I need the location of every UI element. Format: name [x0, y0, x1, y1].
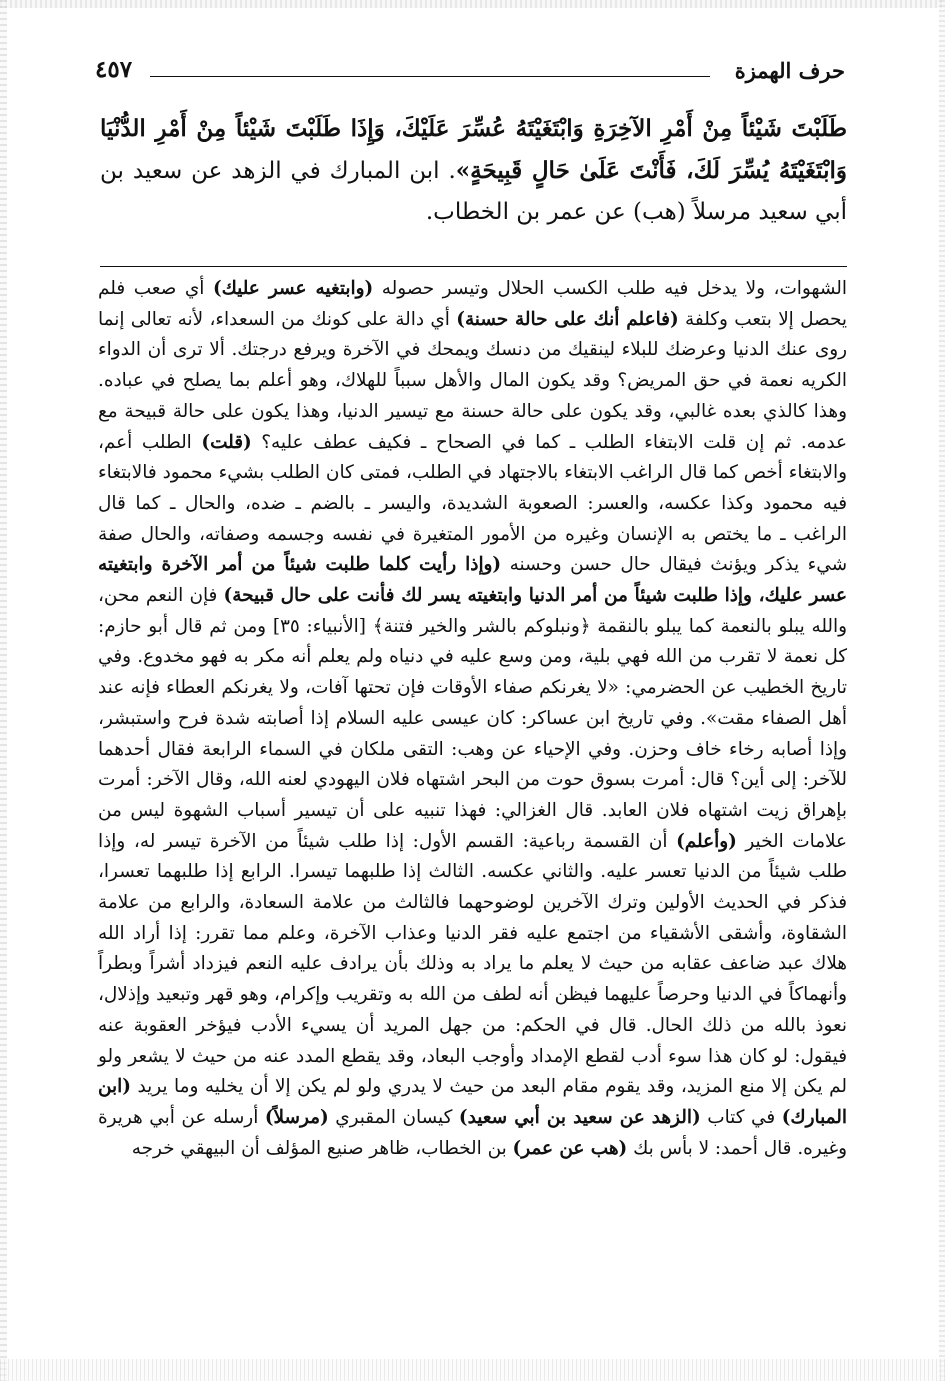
header-rule: [150, 76, 710, 77]
commentary-segment: الطلب أعم، والابتغاء أخص كما قال الراغب الابتغاء بالاجتهاد في الطلب، فمتى كان الطلب بشيء محمود فالابتغاء فيه محمود وكذا عكسه، والعسر: الصعوبة الشديدة، واليسر ـ بالضم ـ ضده، والحال ـ كما قال الراغب ـ ما يختص به الإنسان وغيره من الأمور المتغيرة في نفسه وجسمه وصفاته، والحال صفة شيء يذكر ويؤنث فيقال حال حسن وحسنه: [98, 431, 847, 576]
scan-edge-top: [0, 0, 945, 8]
commentary-segment: بن الخطاب، ظاهر صنيع المؤلف أن البيهقي خرجه: [131, 1137, 513, 1159]
commentary-quote: (فاعلم أنك على حالة حسنة): [456, 308, 679, 330]
commentary-segment: أي دالة على كونك من السعداء، لأنه تعالى إنما روى عنك الدنيا وعرضك للبلاء لينقيك من دنسك ويمحك في الآخرة ويرفع درجتك. ألا ترى أن الدواء الكريه نعمة في حق المريض؟ وقد يكون المال والأهل سبباً للهلاك، وهو أعلم بما يصلح في عباده. وهذا كالذي بعده غالبي، وقد يكون على حالة حسنة مع تيسير الدنيا، وهذا يكون على حالة قبيحة مع عدمه. ثم إن قلت الابتغاء الطلب ـ كما في الصحاح ـ فكيف عطف عليه؟: [98, 308, 847, 453]
commentary-quote: (ابن المبارك): [98, 1076, 847, 1128]
page-number: ٤٥٧: [95, 56, 133, 83]
scan-edge-bottom: [0, 1359, 945, 1381]
hadith-text: [100, 108, 847, 233]
commentary-segment: أرسله عن أبي هريرة وغيره. قال أحمد: لا بأس بك: [98, 1106, 847, 1159]
commentary-segment: أن القسمة رباعية: القسم الأول: إذا طلب شيئاً من الآخرة تيسر له، وإذا طلب شيئاً من الدنيا تعسر عليه. والثاني عكسه. الثالث إذا طلبهما تيسرا. الرابع إذا طلبهما تعسرا، فذكر في الحديث الأولين وترك الآخرين لوضوحهما فالثالث من علامة السعادة، والرابع من علامة الشقاوة، وأشقى الأشقياء من اجتمع عليه فقر الدنيا وعذاب الآخرة، وعلم مما تقرر: إذا أراد الله هلاك عبد ضاعف عقابه من حيث لا يعلم ما يراد به وذلك بأن يرادف عليه النعم فيزداد أشراً وبطراً وأنهماكاً في الدنيا وحرصاً عليهما فيظن أنه لطف من الله به وتقريب وإكرام، وهو قهر وتبعيد وإذلال، نعوذ بالله من ذلك الحال. قال في الحكم: من جهل المريد أن يسيء الأدب فيؤخر العقوبة عنه فيقول: لو كان هذا سوء أدب لقطع الإمداد وأوجب البعاد، وقد يقطع المدد عنه من حيث لا يشعر ولو لم يكن إلا منع المزيد، وقد يقوم مقام البعد من حيث لا يدري ولو لم يكن إلا أن يخليه وما يريد: [98, 830, 847, 1098]
hadith-source: . ابن المبارك في الزهد عن سعيد بن أبي سعيد مرسلاً (هب) عن عمر بن الخطاب.: [100, 158, 847, 225]
scan-edge-left: [0, 0, 7, 1381]
commentary-segment: الشهوات، ولا يدخل فيه طلب الكسب الحلال وتيسر حصوله: [373, 278, 847, 299]
commentary-segment: كيسان المقبري: [328, 1106, 459, 1128]
commentary-quote: (وابتغيه عسر عليك): [212, 278, 374, 299]
commentary-segment: فإن النعم محن، والله يبلو بالنعمة كما يبلو بالنقمة ﴿ونبلوكم بالشر والخير فتنة﴾ [الأنبياء: ٣٥] ومن ثم قال أبو حازم: كل نعمة لا تقرب من الله فهي بلية، ومن وسع عليه في دنياه ولم يعلم أنه مكر به فهو مخدوع. وفي تاريخ الخطيب عن الحضرمي: «لا يغرنكم صفاء الأوقات فإن تحتها آفات، ولا يغرنكم العطاء فإنه عند أهل الصفاء مقت». وفي تاريخ ابن عساكر: كان عيسى عليه السلام إذا أصابته شدة فرح واستبشر، وإذا أصابه رخاء خاف وحزن. وفي الإحياء عن وهب: التقى ملكان في السماء الرابعة فقال أحدهما للآخر: إلى أين؟ قال: أمرت بسوق حوت من البحر اشتهاه فلان اليهودي لعنه الله، وقال الآخر: أمرت بإهراق زيت اشتهاه فلان العابد. قال الغزالي: فهذا تنبيه على أن تيسير أسباب الشهوة ليس من علامات الخير: [98, 585, 848, 852]
commentary-quote: (وأعلم): [676, 830, 737, 852]
hadith-vowelled-text: طَلَبْتَ شَيْئاً مِنْ أَمْرِ الآخِرَةِ وَابْتَغَيْتَهُ عُسِّرَ عَلَيْكَ، وَإِذَا طَلَبْتَ شَيْئاً مِنْ أَمْرِ الدُّنْيَا وَابْتَغَيْتَهُ يُسِّرَ لَكَ، فَأَنْتَ عَلَىٰ حَالٍ قَبِيحَةٍ»: [100, 115, 847, 184]
commentary-quote: (وإذا رأيت كلما طلبت شيئاً من أمر الآخرة وابتغيته عسر عليك، وإذا طلبت شيئاً من أمر الدنيا وابتغيته يسر لك فأنت على حال قبيحة): [98, 554, 847, 607]
commentary-segment: في كتاب: [700, 1106, 782, 1128]
footnote-divider: [100, 266, 847, 267]
commentary-quote: (مرسلاً): [264, 1106, 329, 1128]
commentary-segment: أي صعب فلم يحصل إلا بتعب وكلفة: [98, 278, 847, 330]
commentary-quote: (هب عن عمر): [512, 1137, 628, 1159]
scan-edge-right: [939, 0, 945, 1381]
commentary-quote: (الزهد عن سعيد بن أبي سعيد): [458, 1106, 701, 1128]
commentary-quote: (قلت): [201, 431, 252, 453]
commentary-text: [98, 274, 847, 1164]
running-title: حرف الهمزة: [734, 58, 845, 83]
